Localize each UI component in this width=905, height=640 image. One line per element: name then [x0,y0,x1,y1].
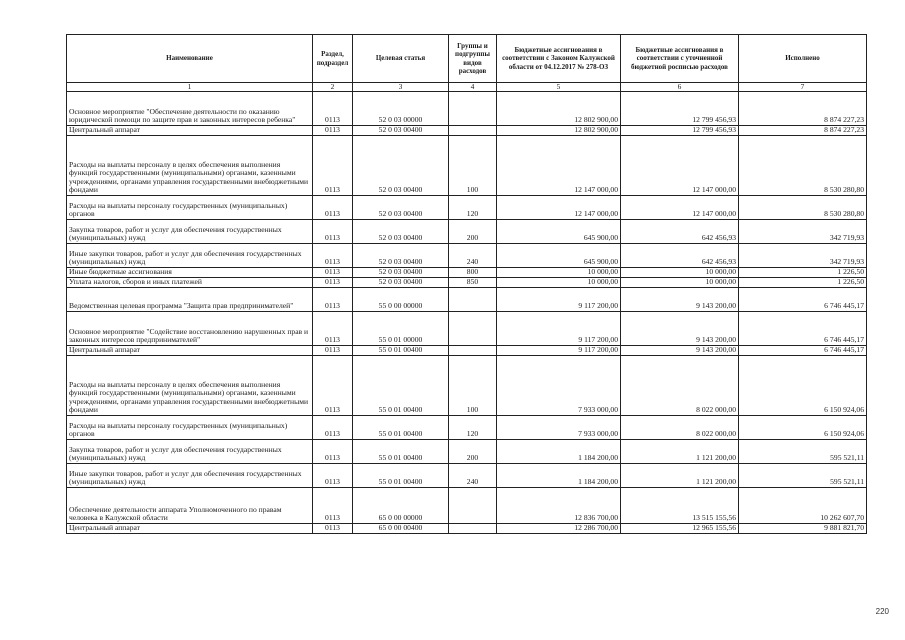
col-number: 1 [67,83,313,92]
row-group: 100 [449,356,497,416]
row-section: 0113 [313,136,353,196]
header-name: Наименование [67,35,313,83]
col-number: 5 [497,83,621,92]
row-target: 52 0 03 00400 [353,126,449,136]
row-name: Иные закупки товаров, работ и услуг для обеспечения государственных (муниципальных) нужд [67,464,313,488]
row-group [449,288,497,312]
row-done: 6 150 924,06 [739,416,867,440]
row-section: 0113 [313,488,353,524]
table-row [67,312,867,346]
row-section: 0113 [313,464,353,488]
row-name: Уплата налогов, сборов и иных платежей [67,278,313,288]
row-name: Закупка товаров, работ и услуг для обеспечения государственных (муниципальных) нужд [67,220,313,244]
row-name: Ведомственная целевая программа "Защита прав предпринимателей" [67,288,313,312]
row-law: 7 933 000,00 [497,416,621,440]
row-law: 1 184 200,00 [497,440,621,464]
table-row [67,346,867,356]
row-done: 8 874 227,23 [739,126,867,136]
row-name: Расходы на выплаты персоналу в целях обеспечения выполнения функций государственными (муниципальными) органами, казенными учреждениями, органами управления государственными внебюджетными фондами [67,136,313,196]
row-target: 52 0 03 00400 [353,244,449,268]
row-section: 0113 [313,416,353,440]
row-law: 10 000,00 [497,268,621,278]
row-target: 55 0 01 00400 [353,440,449,464]
row-name: Основное мероприятие "Обеспечение деятельности по оказанию юридической помощи по защите прав и законных интересов ребенка" [67,92,313,126]
row-done: 8 530 280,80 [739,136,867,196]
table-row [67,126,867,136]
row-refined: 12 799 456,93 [621,92,739,126]
col-number: 3 [353,83,449,92]
row-name: Иные закупки товаров, работ и услуг для обеспечения государственных (муниципальных) нужд [67,244,313,268]
row-section: 0113 [313,288,353,312]
row-law: 12 147 000,00 [497,136,621,196]
col-number: 6 [621,83,739,92]
row-refined: 13 515 155,56 [621,488,739,524]
row-group: 800 [449,268,497,278]
col-number: 7 [739,83,867,92]
row-group [449,524,497,534]
row-law: 9 117 200,00 [497,346,621,356]
row-refined: 9 143 200,00 [621,346,739,356]
row-law: 9 117 200,00 [497,312,621,346]
budget-table [66,34,867,534]
column-number-row [67,83,867,92]
header-groups: Группы и подгруппы видов расходов [449,35,497,83]
row-law: 12 836 700,00 [497,488,621,524]
row-section: 0113 [313,220,353,244]
row-section: 0113 [313,126,353,136]
row-refined: 9 143 200,00 [621,312,739,346]
row-done: 6 746 445,17 [739,312,867,346]
row-refined: 642 456,93 [621,244,739,268]
row-law: 10 000,00 [497,278,621,288]
row-refined: 9 143 200,00 [621,288,739,312]
row-group [449,92,497,126]
row-refined: 10 000,00 [621,278,739,288]
row-group [449,312,497,346]
table-row [67,488,867,524]
row-group: 200 [449,220,497,244]
row-name: Центральный аппарат [67,346,313,356]
row-law: 645 900,00 [497,220,621,244]
row-section: 0113 [313,346,353,356]
table-row [67,356,867,416]
table-row [67,288,867,312]
row-refined: 12 147 000,00 [621,136,739,196]
row-section: 0113 [313,278,353,288]
row-done: 6 746 445,17 [739,346,867,356]
row-section: 0113 [313,356,353,416]
row-done: 1 226,50 [739,278,867,288]
row-done: 8 874 227,23 [739,92,867,126]
row-name: Основное мероприятие "Содействие восстановлению нарушенных прав и законных интересов предпринимателей" [67,312,313,346]
row-target: 52 0 03 00400 [353,196,449,220]
row-name: Расходы на выплаты персоналу в целях обеспечения выполнения функций государственными (муниципальными) органами, казенными учреждениями, органами управления государственными внебюджетными фондами [67,356,313,416]
row-section: 0113 [313,312,353,346]
row-done: 595 521,11 [739,464,867,488]
row-target: 65 0 00 00000 [353,488,449,524]
row-section: 0113 [313,92,353,126]
row-target: 55 0 01 00000 [353,312,449,346]
row-section: 0113 [313,196,353,220]
header-row [67,35,867,83]
row-law: 645 900,00 [497,244,621,268]
row-target: 55 0 01 00400 [353,416,449,440]
row-law: 12 147 000,00 [497,196,621,220]
row-section: 0113 [313,524,353,534]
row-section: 0113 [313,268,353,278]
table-row [67,220,867,244]
row-done: 9 881 821,70 [739,524,867,534]
row-name: Закупка товаров, работ и услуг для обеспечения государственных (муниципальных) нужд [67,440,313,464]
row-done: 342 719,93 [739,244,867,268]
row-target: 52 0 03 00400 [353,220,449,244]
page-number: 220 [875,607,889,616]
row-law: 12 802 900,00 [497,92,621,126]
budget-table-sheet [66,34,866,534]
row-target: 52 0 03 00400 [353,268,449,278]
row-group: 100 [449,136,497,196]
row-name: Расходы на выплаты персоналу государственных (муниципальных) органов [67,416,313,440]
row-done: 6 746 445,17 [739,288,867,312]
table-row [67,268,867,278]
row-target: 55 0 01 00400 [353,464,449,488]
header-law: Бюджетные ассигнования в соответствии с Законом Калужской области от 04.12.2017 № 278-ОЗ [497,35,621,83]
row-group: 120 [449,416,497,440]
row-name: Расходы на выплаты персоналу государственных (муниципальных) органов [67,196,313,220]
row-name: Центральный аппарат [67,126,313,136]
table-row [67,278,867,288]
row-done: 595 521,11 [739,440,867,464]
row-refined: 12 965 155,56 [621,524,739,534]
row-law: 9 117 200,00 [497,288,621,312]
row-name: Центральный аппарат [67,524,313,534]
row-done: 342 719,93 [739,220,867,244]
table-row [67,524,867,534]
row-group: 850 [449,278,497,288]
row-section: 0113 [313,244,353,268]
row-refined: 642 456,93 [621,220,739,244]
row-group [449,346,497,356]
row-target: 52 0 03 00000 [353,92,449,126]
table-row [67,416,867,440]
col-number: 4 [449,83,497,92]
row-group [449,488,497,524]
row-law: 12 286 700,00 [497,524,621,534]
row-refined: 10 000,00 [621,268,739,278]
row-group: 240 [449,464,497,488]
row-target: 55 0 00 00000 [353,288,449,312]
row-done: 1 226,50 [739,268,867,278]
row-refined: 8 022 000,00 [621,356,739,416]
row-refined: 12 147 000,00 [621,196,739,220]
table-row [67,244,867,268]
row-target: 55 0 01 00400 [353,346,449,356]
table-row [67,464,867,488]
header-target: Целевая статья [353,35,449,83]
row-group: 120 [449,196,497,220]
row-section: 0113 [313,440,353,464]
row-done: 8 530 280,80 [739,196,867,220]
table-row [67,136,867,196]
row-law: 1 184 200,00 [497,464,621,488]
row-name: Иные бюджетные ассигнования [67,268,313,278]
row-done: 6 150 924,06 [739,356,867,416]
row-refined: 8 022 000,00 [621,416,739,440]
row-refined: 1 121 200,00 [621,440,739,464]
row-group: 200 [449,440,497,464]
header-section: Раздел, подраздел [313,35,353,83]
row-done: 10 262 607,70 [739,488,867,524]
row-target: 52 0 03 00400 [353,136,449,196]
row-refined: 12 799 456,93 [621,126,739,136]
row-law: 7 933 000,00 [497,356,621,416]
row-name: Обеспечение деятельности аппарата Уполномоченного по правам человека в Калужской области [67,488,313,524]
row-refined: 1 121 200,00 [621,464,739,488]
table-row [67,92,867,126]
header-refined: Бюджетные ассигнования в соответствии с уточненной бюджетной росписью расходов [621,35,739,83]
row-group: 240 [449,244,497,268]
row-group [449,126,497,136]
header-done: Исполнено [739,35,867,83]
row-target: 55 0 01 00400 [353,356,449,416]
col-number: 2 [313,83,353,92]
row-law: 12 802 900,00 [497,126,621,136]
table-row [67,440,867,464]
row-target: 65 0 00 00400 [353,524,449,534]
row-target: 52 0 03 00400 [353,278,449,288]
table-row [67,196,867,220]
